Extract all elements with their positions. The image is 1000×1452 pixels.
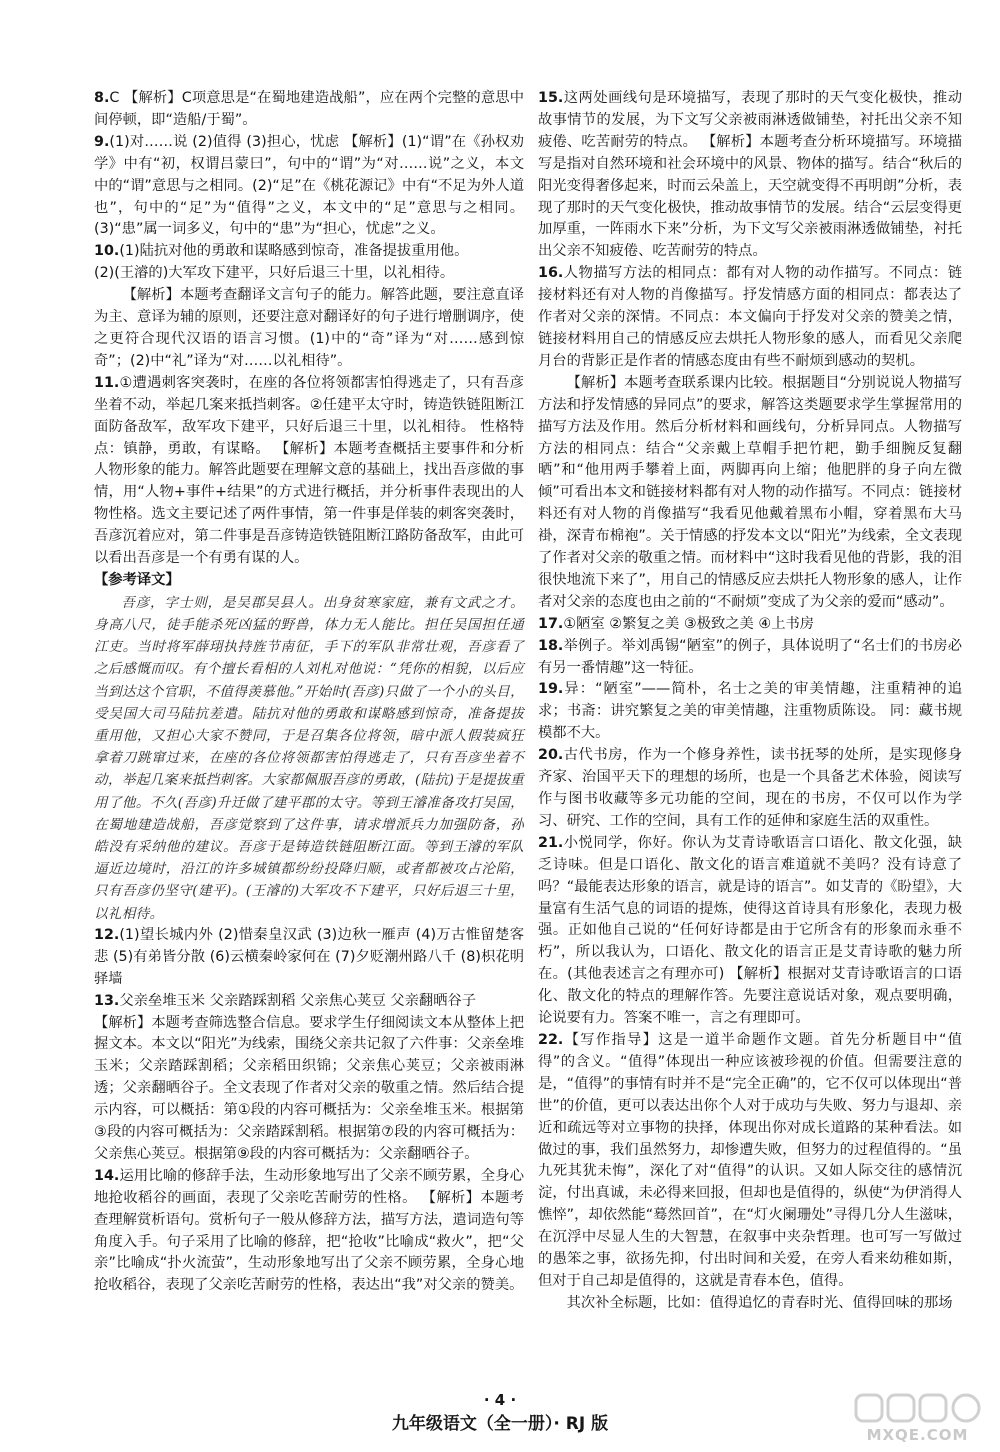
answer-text: 【写作指导】这是一道半命题作文题。首先分析题目中“值得”的含义。“值得”体现出一种应该被珍视的价值。但需要注意的是，“值得”的事情有时并不是“完全正确”的，它不仅可以体现出“普世”的价值，更可以表达出你个人对于成功与失败、努力与退却、亲近和疏远等对立事物的抉择，体现出你对成长道路的某种看法。如做过的事，我们虽然努力，却惨遭失败，但努力的过程值得的。“虽九死其犹未悔”，深化了对“值得”的认识。又如人际交往的感情沉淀，付出真诚，未必得来回报，但却也是值得的，纵使“为伊消得人憔悴”，却依然能“蓦然回首”，在“灯火阑珊处”寻得几分人生滋味，在沉浮中尽显人生的大智慧，在叙事中夹杂哲理。也可写一写做过的愚笨之事，欲扬先抑，付出时间和关爱，在旁人看来幼稚如斯，但对于自己却是值得的，这就是青春本色，值得。: [538, 1031, 962, 1289]
answer-10-line2: (2)(王濬的)大军攻下建平，只好后退三十里，以礼相待。: [94, 265, 455, 282]
question-number: 18.: [538, 637, 564, 654]
answer-text: C 【解析】C项意思是“在蜀地建造战船”，应在两个完整的意思中间停顿，即“造船/于蜀”。: [94, 90, 524, 128]
question-number: 8.: [94, 90, 110, 106]
book-title: 九年级语文（全一册）· RJ 版: [391, 1414, 609, 1434]
answer-text: 古代书房，作为一个修身养性，读书抚琴的处所，是实现修身齐家、治国平天下的理想的场所，也是一个具备艺术体验，阅读写作与图书收藏等多元功能的空间，现在的书房，不仅可以作为学习、研究、工作的空间，具有工作的延伸和家庭生活的双重性。: [538, 747, 962, 829]
answer-10: [94, 241, 524, 263]
answer-16-analysis: 【解析】本题考查联系课内比较。根据题目“分别说说人物描写方法和抒发情感的异同点”的要求，解答这类题要求学生掌握常用的描写方法及作用。然后分析材料和画线句，分析异同点。人物描写方法的相同点：结合“父亲戴上草帽手把竹耙，勤手细腕反复翻晒”和“他用两手攀着上面，两脚再向上缩；他肥胖的身子向左微倾”可看出本文和链接材料都有对人物的动作描写。不同点：链接材料还有对人物的肖像描写“我看见他戴着黑布小帽，穿着黑布大马褂，深青布棉袍”。关于情感的抒发本文以“阳光”为线索，全文表现了作者对父亲的敬重之情。而材料中“这时我看见他的背影，我的泪很快地流下来了”，用自己的情感反应去烘托人物形象的感人，让作者对父亲的态度也由之前的“不耐烦”变成了为父亲的爱而“感动”。: [538, 374, 962, 610]
question-number: 10.: [94, 243, 120, 260]
answer-18: [538, 636, 962, 680]
answer-text: 举例子。举刘禹锡“陋室”的例子，具体说明了“名士们的书房必有另一番情趣”这一特征。: [538, 637, 962, 676]
page-number: · 4 ·: [483, 1391, 517, 1409]
watermark-logo: [850, 1392, 985, 1444]
answer-22: [538, 1030, 962, 1293]
watermark-stamp-icon: [850, 1392, 985, 1426]
answer-text: 人物描写方法的相同点：都有对人物的动作描写。不同点：链接材料还有对人物的肖像描写。抒发情感方面的相同点：都表达了作者对父亲的深情。不同点：本文偏向于抒发对父亲的赞美之情，链接材料用自己的情感反应去烘托人物形象的感人，而看见父亲爬月台的背影正是作者的情感态度由有些不耐烦到感动的契机。: [538, 265, 962, 369]
answer-13: [94, 991, 524, 1013]
answer-text: 父亲垒堆玉米 父亲踏踩割稻 父亲焦心荚豆 父亲翻晒谷子: [119, 992, 477, 1009]
question-number: 11.: [94, 374, 120, 391]
question-number: 13.: [94, 992, 120, 1009]
left-column: [94, 88, 524, 1297]
answer-19: [538, 679, 962, 745]
answer-text: 异：“陋室”——简朴，名士之美的审美情趣，注重精神的追求；书斋：讲究繁复之美的审美情趣，注重物质陈设。 同：藏书规模都不大。: [538, 681, 962, 742]
answer-11: [94, 373, 524, 570]
watermark-text: MXQE.COM: [866, 1426, 969, 1444]
answer-14: [94, 1166, 524, 1297]
answer-text: ①遭遇刺客突袭时，在座的各位将领都害怕得逃走了，只有吾彦坐着不动，举起几案来抵挡刺客。②任建平太守时，铸造铁链阻断江面防备敌军，敌军攻下建平，只好后退三十里，以礼相待。 性格特点：镇静，勇敢，有谋略。 【解析】本题考查概括主要事件和分析人物形象的能力。解答此题要在理解文意的基础上，找出吾彦做的事情，用“人物+事件+结果”的方式进行概括，并分析事件表现出的人物性格。选文主要记述了两件事情，第一件事是佯装的刺客突袭时，吾彦沉着应对，第二件事是吾彦铸造铁链阻断江路防备敌军，由此可以看出吾彦是一个有勇有谋的人。: [94, 374, 524, 567]
answer-16: [538, 263, 962, 373]
question-number: 21.: [538, 834, 564, 851]
question-number: 12.: [94, 926, 120, 943]
question-number: 15.: [538, 90, 564, 106]
question-number: 9.: [94, 133, 110, 150]
question-number: 16.: [538, 265, 564, 282]
answer-15: [538, 88, 962, 263]
answer-text: (1)对……说 (2)值得 (3)担心，忧虑 【解析】(1)“谓”在《孙权劝学》中有“初，权谓吕蒙曰”，句中的“谓”为“对……说”之义，本文中的“谓”意思与之相同。(2)“足”在《桃花源记》中有“不足为外人道也”，句中的“足”为“值得”之义，本文中的“足”意思与之相同。(3)“患”属一词多义，句中的“患”为“担心，忧虑”之义。: [94, 133, 524, 238]
question-number: 22.: [538, 1031, 564, 1048]
right-column: [538, 88, 962, 1315]
answer-text: (1)陆抗对他的勇敢和谋略感到惊奇，准备提拔重用他。: [119, 243, 469, 260]
answer-20: [538, 745, 962, 833]
answer-text: ①陋室 ②繁复之美 ③极致之美 ④上书房: [563, 615, 815, 632]
answer-8: [94, 88, 524, 132]
answer-9: [94, 132, 524, 242]
question-number: 19.: [538, 681, 564, 698]
answer-text: 运用比喻的修辞手法，生动形象地写出了父亲不顾劳累，全身心地抢收稻谷的画面，表现了父亲吃苦耐劳的性格。 【解析】本题考查理解赏析语句。赏析句子一般从修辞方法，描写方法，遣词造句等角度入手。句子采用了比喻的修辞，把“抢收”比喻成“救火”，把“父亲”比喻成“扑火流萤”，生动形象地写出了父亲不顾劳累，全身心地抢收稻谷，表现了父亲吃苦耐劳的性格，表达出“我”对父亲的赞美。: [94, 1167, 524, 1294]
question-number: 14.: [94, 1167, 120, 1184]
answer-text: 这两处画线句是环境描写，表现了那时的天气变化极快，推动故事情节的发展，为下文写父亲被雨淋透做铺垫，衬托出父亲不知疲倦、吃苦耐劳的特点。 【解析】本题考查分析环境描写。环境描写是指对自然环境和社会环境中的风景、物体的描写。结合“秋后的阳光变得奢侈起来，时而云朵盖上，天空就变得不再明朗”分析，表现了那时的天气变化极快，推动故事情节的发展。结合“云层变得更加厚重，一阵雨水下来”分析，为下文写父亲被雨淋透做铺垫，衬托出父亲不知疲倦、吃苦耐劳的特点。: [538, 90, 962, 260]
answer-12: [94, 925, 524, 991]
answer-text: 小悦同学，你好。你认为艾青诗歌语言口语化、散文化强，缺乏诗味。但是口语化、散文化的语言难道就不美吗？没有诗意了吗？“最能表达形象的语言，就是诗的语言”。如艾青的《盼望》，大量富有生活气息的词语的提炼，使得这首诗具有形象化，表现力极强。正如他自己说的“任何好诗都是由于它所含有的形象而永垂不朽”，所以我认为，口语化、散文化的语言正是艾青诗歌的魅力所在。(其他表述言之有理亦可) 【解析】根据对艾青诗歌语言的口语化、散文化的特点的理解作答。先要注意说话对象，观点要明确，论说要有力。答案不唯一，言之有理即可。: [538, 834, 962, 1027]
answer-13-analysis: 【解析】本题考查筛选整合信息。要求学生仔细阅读文本从整体上把握文本。本文以“阳光”为线索，围绕父亲共记叙了六件事：父亲垒堆玉米；父亲踏踩割稻；父亲稻田织锦；父亲焦心荚豆；父亲被雨淋透；父亲翻晒谷子。全文表现了作者对父亲的敬重之情。然后结合提示内容，可以概括：第①段的内容可概括为：父亲垒堆玉米。根据第③段的内容可概括为：父亲踏踩割稻。根据第⑦段的内容可概括为：父亲焦心荚豆。根据第⑨段的内容可概括为：父亲翻晒谷子。: [94, 1014, 524, 1162]
answer-text: (1)望长城内外 (2)惜秦皇汉武 (3)边秋一雁声 (4)万古惟留楚客悲 (5)有弟皆分散 (6)云横秦岭家何在 (7)夕贬潮州路八千 (8)枳花明驿墙: [94, 926, 524, 987]
question-number: 20.: [538, 747, 564, 764]
reference-translation-heading: 【参考译文】: [94, 571, 180, 588]
answer-21: [538, 833, 962, 1030]
question-number: 17.: [538, 615, 564, 632]
reference-translation: 吾彦，字士则，是吴郡吴县人。出身贫寒家庭，兼有文武之才。身高八尺，徒手能杀死凶猛的野兽，体力无人能比。担任吴国担任通江吏。当时将军薛珝执持旌节南征，手下的军队非常壮观，吾彦看了之后感慨而叹。有个擅长看相的人刘札对他说：“凭你的相貌，以后应当到达这个官职，不值得羡慕他。”开始时(吾彦)只做了一个小的头目，受吴国大司马陆抗差遣。陆抗对他的勇敢和谋略感到惊奇，准备提拔重用他，又担心大家不赞同，于是召集各位将领，暗中派人假装疯狂拿着刀跳窜过来，在座的各位将领都害怕得逃走了，只有吾彦坐着不动，举起几案来抵挡刺客。大家都佩服吾彦的勇敢，(陆抗)于是提拔重用了他。不久(吾彦)升迁做了建平郡的太守。等到王濬准备攻打吴国，在蜀地建造战船，吾彦觉察到了这件事，请求增派兵力加强防备，孙皓没有采纳他的建议。吾彦于是铸造铁链阻断江面。等到王濬的军队逼近边境时，沿江的许多城镇都纷纷投降归顺，或者都被攻占沦陷，只有吾彦仍坚守(建平)。(王濬的)大军攻不下建平，只好后退三十里，以礼相待。: [94, 594, 524, 922]
answer-22-tail: 其次补全标题，比如：值得追忆的青春时光、值得回味的那场: [566, 1294, 953, 1311]
answer-17: [538, 614, 962, 636]
answer-10-analysis: 【解析】本题考查翻译文言句子的能力。解答此题，要注意直译为主、意译为辅的原则，还要注意对翻译好的句子进行增删调序，使之更符合现代汉语的语言习惯。(1)中的“奇”译为“对……感到惊奇”；(2)中“礼”译为“对……以礼相待”。: [94, 287, 524, 369]
